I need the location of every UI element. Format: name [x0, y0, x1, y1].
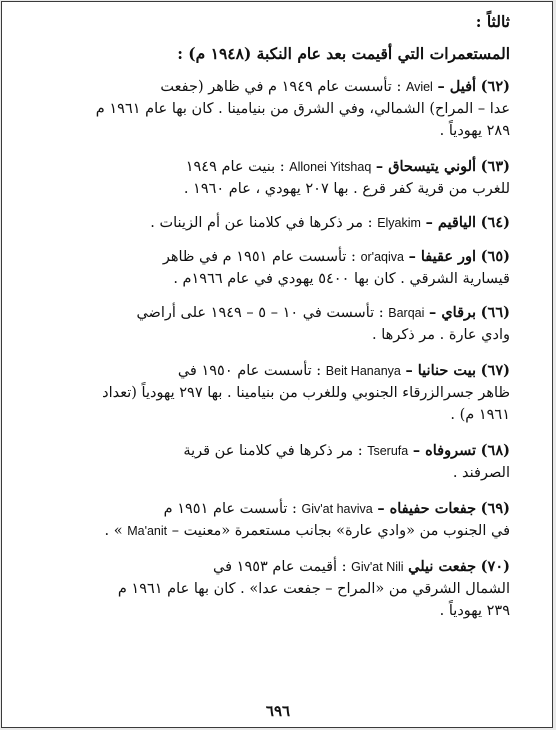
settlement-name: اور عقيفا –	[408, 248, 477, 265]
entry-69	[46, 498, 510, 542]
settlement-latin-name: Aviel	[405, 80, 433, 94]
settlement-name: جفعات حفيفاه –	[377, 500, 477, 517]
entry-line	[46, 360, 510, 382]
entry-line	[46, 246, 510, 268]
entry-line: للغرب من قرية كفر قرع . بها ٢٠٧ يهودي ، عام ١٩٦٠ .	[183, 181, 510, 197]
entry-70	[46, 556, 510, 622]
entry-line: ٢٨٩ يهودياً .	[439, 123, 510, 139]
entry-number: (٧٠)	[480, 558, 510, 575]
entry-line	[46, 440, 510, 462]
settlement-name: ألوني يتيسحاق –	[375, 158, 477, 175]
settlement-name: بيت حنانيا –	[405, 362, 477, 379]
entry-number: (٦٢)	[480, 78, 510, 95]
entry-number: (٦٣)	[480, 158, 510, 175]
entry-64	[46, 212, 510, 234]
page-number: ٦٩٦	[265, 702, 291, 720]
settlement-name: أفيل –	[437, 78, 477, 95]
entry-number: (٦٩)	[480, 500, 510, 517]
entry-line	[46, 520, 510, 542]
document-page	[46, 8, 510, 724]
settlement-latin-name: Barqai	[388, 306, 425, 320]
entry-line	[46, 212, 510, 234]
entry-text: : بنيت عام ١٩٤٩	[185, 159, 285, 175]
entry-line: ظاهر جسرالزرقاء الجنوبي وللغرب من بنيامينا . بها ٢٩٧ يهودياً (تعداد	[102, 385, 510, 401]
entry-text: : مر ذكرها في كلامنا عن قرية	[183, 443, 363, 459]
settlement-latin-name: Ma'anit	[127, 524, 168, 538]
entry-text: : تأسست عام ١٩٤٩ م في ظاهر (جفعت	[160, 79, 402, 95]
section-subheading: المستعمرات التي أقيمت بعد عام النكبة (١٩٤٨ م) :	[177, 44, 510, 63]
entry-number: (٦٧)	[480, 362, 510, 379]
settlement-latin-name: Tserufa	[367, 444, 409, 458]
entry-text: : تأسست عام ١٩٥١ م	[163, 501, 297, 517]
entry-line	[46, 156, 510, 178]
entry-66	[46, 302, 510, 346]
settlement-latin-name: Beit Hananya	[325, 364, 401, 378]
entry-62	[46, 76, 510, 142]
settlement-name: برقاي –	[429, 304, 477, 321]
entry-line	[46, 302, 510, 324]
entry-text: : تأسست في ١٠ – ٥ – ١٩٤٩ على أراضي	[136, 305, 384, 321]
entry-68	[46, 440, 510, 484]
settlement-name: الياقيم –	[425, 214, 477, 231]
entry-text: : أقيمت عام ١٩٥٣ في	[213, 559, 347, 575]
entry-line: ١٩٦١ م) .	[450, 407, 510, 423]
entry-63	[46, 156, 510, 200]
entry-text: في الجنوب من «وادي عارة» بجانب مستعمرة «معنيت –	[171, 523, 510, 539]
entry-line	[46, 76, 510, 98]
settlement-latin-name: or'aqiva	[360, 250, 404, 264]
settlement-latin-name: Giv'at haviva	[301, 502, 373, 516]
entry-line: الشمال الشرقي من «المراح – جفعت عدا» . كان بها عام ١٩٦١ م	[117, 581, 510, 597]
entry-number: (٦٤)	[480, 214, 510, 231]
entry-65	[46, 246, 510, 290]
settlement-name: جفعت نيلي	[408, 558, 477, 575]
entry-text: : تأسست عام ١٩٥٠ في	[177, 363, 322, 379]
entry-number: (٦٦)	[480, 304, 510, 321]
entry-number: (٦٥)	[480, 248, 510, 265]
entry-text: : مر ذكرها في كلامنا عن أم الزينات .	[150, 215, 373, 231]
settlement-latin-name: Giv'at Nili	[351, 560, 404, 574]
entry-line	[46, 498, 510, 520]
settlement-latin-name: Allonei Yitshaq	[289, 160, 372, 174]
entry-line: الصرفند .	[452, 465, 510, 481]
settlement-latin-name: Elyakim	[377, 216, 421, 230]
settlement-name: تسروفاه –	[412, 442, 477, 459]
entry-number: (٦٨)	[480, 442, 510, 459]
entry-text: » .	[104, 523, 123, 539]
entry-line: عدا – المراح) الشمالي، وفي الشرق من بنيامينا . كان بها عام ١٩٦١ م	[95, 101, 510, 117]
entry-67	[46, 360, 510, 426]
entry-line: وادي عارة . مر ذكرها .	[372, 327, 510, 343]
page-frame	[1, 1, 553, 728]
entry-line	[46, 556, 510, 578]
entry-line: قيسارية الشرقي . كان بها ٥٤٠٠ يهودي في عام ١٩٦٦م .	[173, 271, 510, 287]
section-heading: ثالثاً :	[475, 12, 510, 31]
entry-text: : تأسست عام ١٩٥١ م في ظاهر	[162, 249, 356, 265]
entry-line: ٢٣٩ يهودياً .	[439, 603, 510, 619]
